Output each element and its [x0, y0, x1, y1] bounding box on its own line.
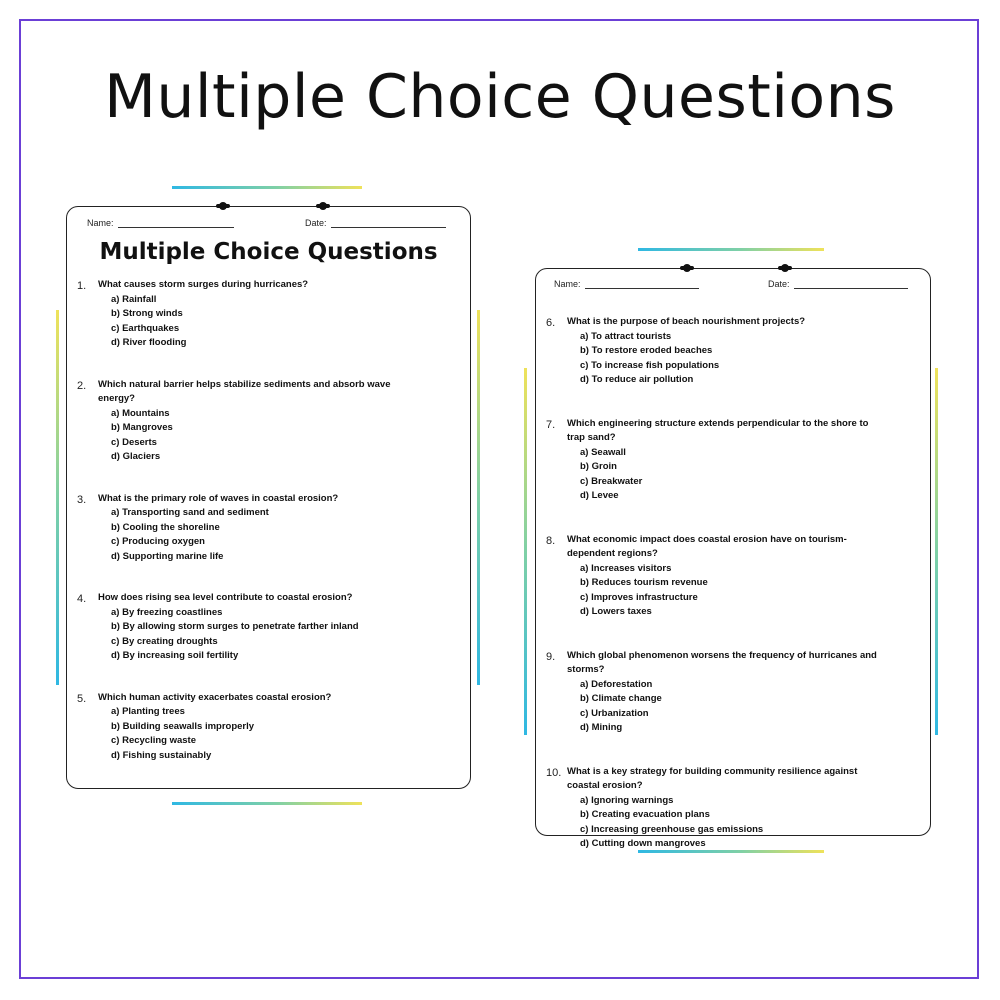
answer-option[interactable]: b) Building seawalls improperly: [111, 720, 255, 732]
answer-option[interactable]: b) Groin: [580, 461, 617, 472]
question-text: Which human activity exacerbates coastal erosion?: [98, 691, 332, 703]
answer-option[interactable]: a) Mountains: [111, 407, 170, 419]
answer-option[interactable]: c) Breakwater: [580, 475, 643, 487]
answer-options: [111, 606, 359, 664]
question-text: What is the primary role of waves in coastal erosion?: [98, 492, 339, 504]
binder-clip-icon: [683, 264, 691, 272]
question-number: 8.: [546, 534, 556, 547]
question-number: 9.: [546, 650, 556, 663]
question-text: Which global phenomenon worsens the frequency of hurricanes and storms?: [567, 649, 877, 675]
decor-bar-right-inner: [935, 368, 938, 735]
answer-option[interactable]: b) Creating evacuation plans: [580, 809, 710, 820]
date-label: Date:: [305, 218, 327, 228]
answer-option[interactable]: c) Recycling waste: [111, 735, 197, 746]
question-number: 6.: [546, 317, 556, 329]
answer-option[interactable]: d) To reduce air pollution: [580, 374, 694, 385]
question-number: 3.: [77, 493, 87, 506]
answer-option[interactable]: a) Seawall: [580, 446, 626, 458]
answer-option[interactable]: d) By increasing soil fertility: [111, 650, 239, 661]
answer-options: [580, 330, 719, 388]
name-field[interactable]: [87, 218, 234, 228]
date-field[interactable]: [305, 218, 446, 228]
answer-option[interactable]: a) Planting trees: [111, 706, 185, 717]
question-number: 2.: [77, 379, 87, 392]
answer-option[interactable]: b) Reduces tourism revenue: [580, 577, 708, 588]
answer-option[interactable]: b) By allowing storm surges to penetrate farther inland: [111, 621, 359, 632]
answer-options: [580, 678, 662, 736]
decor-bar-left-inner: [477, 310, 480, 685]
decor-bar-top-left: [172, 186, 362, 189]
answer-option[interactable]: c) Urbanization: [580, 707, 649, 719]
name-label: Name:: [554, 279, 581, 289]
question-text: How does rising sea level contribute to coastal erosion?: [98, 592, 353, 603]
answer-option[interactable]: b) Mangroves: [111, 422, 173, 433]
answer-options: [111, 407, 173, 465]
worksheet-title: Multiple Choice Questions: [99, 239, 438, 265]
name-label: Name:: [87, 218, 114, 228]
answer-option[interactable]: d) Mining: [580, 722, 623, 733]
answer-option[interactable]: d) Glaciers: [111, 451, 161, 462]
decor-bar-bottom-left: [172, 802, 362, 805]
question-number: 7.: [546, 418, 556, 431]
answer-option[interactable]: d) Lowers taxes: [580, 606, 652, 617]
decor-bar-top-right: [638, 248, 824, 251]
worksheet-1: [66, 206, 471, 789]
answer-option[interactable]: b) To restore eroded beaches: [580, 345, 713, 356]
question-text: What economic impact does coastal erosion have on tourism-dependent regions?: [567, 533, 847, 559]
page-title: Multiple Choice Questions: [104, 62, 896, 132]
answer-option[interactable]: c) Earthquakes: [111, 322, 180, 334]
worksheet-2: [535, 268, 931, 849]
answer-option[interactable]: a) Transporting sand and sediment: [111, 507, 269, 518]
answer-option[interactable]: a) To attract tourists: [580, 330, 672, 342]
decor-bar-left-outer: [56, 310, 59, 685]
question-number: 1.: [77, 280, 87, 292]
answer-option[interactable]: a) Deforestation: [580, 678, 653, 690]
answer-option[interactable]: d) Levee: [580, 490, 619, 501]
date-label: Date:: [768, 279, 790, 289]
answer-options: [580, 794, 763, 852]
answer-option[interactable]: d) Cutting down mangroves: [580, 838, 706, 849]
question-number: 4.: [77, 593, 87, 605]
answer-option[interactable]: c) Increasing greenhouse gas emissions: [580, 823, 764, 835]
answer-option[interactable]: c) Producing oxygen: [111, 536, 205, 547]
answer-option[interactable]: c) Deserts: [111, 436, 157, 448]
answer-options: [111, 705, 254, 763]
binder-clip-icon: [781, 264, 789, 272]
answer-option[interactable]: a) Ignoring warnings: [580, 794, 674, 806]
answer-option[interactable]: b) Strong winds: [111, 308, 183, 319]
binder-clip-icon: [219, 202, 227, 210]
question-text: Which natural barrier helps stabilize sediments and absorb wave energy?: [98, 378, 391, 404]
question-number: 10.: [546, 766, 562, 779]
date-field[interactable]: [768, 279, 908, 289]
answer-options: [580, 446, 642, 504]
binder-clip-icon: [319, 202, 327, 210]
question-text: What causes storm surges during hurricanes?: [98, 279, 309, 290]
name-field[interactable]: [554, 279, 699, 289]
answer-option[interactable]: b) Cooling the shoreline: [111, 521, 220, 533]
answer-options: [111, 293, 186, 351]
answer-option[interactable]: d) Supporting marine life: [111, 550, 224, 562]
answer-option[interactable]: d) Fishing sustainably: [111, 749, 212, 761]
answer-option[interactable]: c) To increase fish populations: [580, 359, 720, 371]
answer-option[interactable]: c) Improves infrastructure: [580, 591, 698, 603]
decor-bar-right-outer: [524, 368, 527, 735]
answer-option[interactable]: a) Increases visitors: [580, 562, 672, 574]
answer-option[interactable]: d) River flooding: [111, 337, 187, 348]
answer-option[interactable]: c) By creating droughts: [111, 635, 218, 647]
answer-option[interactable]: b) Climate change: [580, 693, 662, 704]
question-text: What is the purpose of beach nourishment projects?: [567, 316, 806, 327]
answer-option[interactable]: a) Rainfall: [111, 293, 157, 305]
answer-options: [111, 506, 269, 564]
question-text: What is a key strategy for building community resilience against coastal erosion?: [567, 765, 858, 791]
answer-option[interactable]: a) By freezing coastlines: [111, 606, 223, 618]
question-number: 5.: [77, 692, 87, 705]
question-text: Which engineering structure extends perpendicular to the shore to trap sand?: [567, 417, 869, 443]
answer-options: [580, 562, 708, 620]
